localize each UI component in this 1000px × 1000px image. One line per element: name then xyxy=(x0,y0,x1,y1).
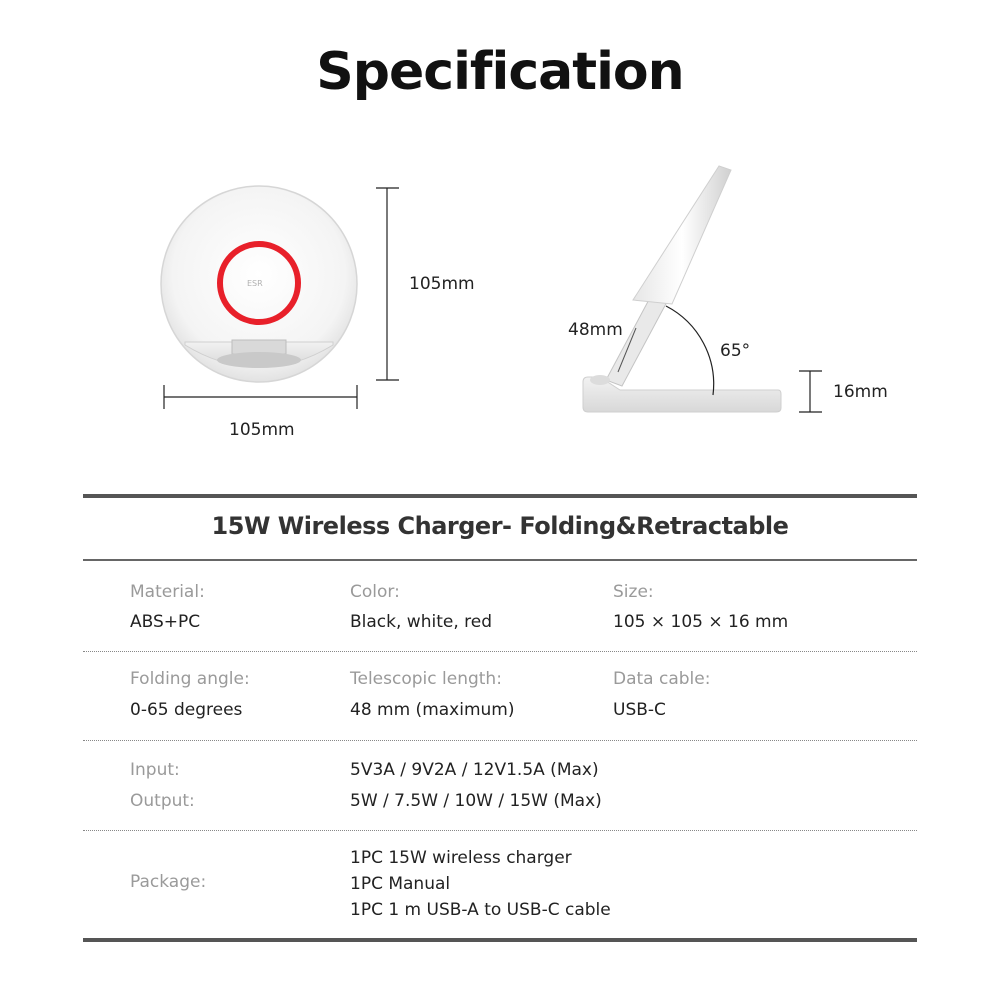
size-value: 105 × 105 × 16 mm xyxy=(613,612,789,632)
angle-arc xyxy=(666,306,714,395)
color-value: Black, white, red xyxy=(350,612,493,632)
charger-arm xyxy=(606,294,668,386)
charger-side-view xyxy=(583,166,781,412)
folding-angle-value: 0-65 degrees xyxy=(130,700,243,720)
height-dimension-line xyxy=(376,188,399,380)
data-cable-label: Data cable: xyxy=(613,669,711,689)
material-value: ABS+PC xyxy=(130,612,201,632)
material-label: Material: xyxy=(130,582,205,602)
package-item: 1PC 15W wireless charger xyxy=(350,848,572,868)
base-height-dimension-line xyxy=(799,371,822,412)
package-label: Package: xyxy=(130,872,207,892)
charger-slot xyxy=(232,340,286,354)
size-label: Size: xyxy=(613,582,654,602)
angle-label: 65° xyxy=(720,341,751,361)
row-divider xyxy=(83,651,917,652)
package-item: 1PC Manual xyxy=(350,874,451,894)
output-label: Output: xyxy=(130,791,195,811)
front-width-label: 105mm xyxy=(229,420,295,440)
table-top-rule xyxy=(83,494,917,498)
width-dimension-line xyxy=(164,385,357,409)
color-label: Color: xyxy=(350,582,400,602)
front-height-label: 105mm xyxy=(409,274,475,294)
page-title: Specification xyxy=(316,42,684,102)
table-bottom-rule xyxy=(83,938,917,942)
input-label: Input: xyxy=(130,760,180,780)
table-title-rule xyxy=(83,559,917,561)
extension-length-label: 48mm xyxy=(568,320,623,340)
table-title: 15W Wireless Charger- Folding&Retractable xyxy=(211,512,789,540)
folding-angle-label: Folding angle: xyxy=(130,669,250,689)
charger-logo: ESR xyxy=(247,279,263,288)
data-cable-value: USB-C xyxy=(613,700,666,720)
base-height-label: 16mm xyxy=(833,382,888,402)
package-item: 1PC 1 m USB-A to USB-C cable xyxy=(350,900,611,920)
charger-front-view xyxy=(161,186,357,382)
telescopic-length-label: Telescopic length: xyxy=(350,669,502,689)
output-value: 5W / 7.5W / 10W / 15W (Max) xyxy=(350,791,602,811)
row-divider xyxy=(83,830,917,831)
charger-plate xyxy=(633,166,731,304)
telescopic-length-value: 48 mm (maximum) xyxy=(350,700,515,720)
input-value: 5V3A / 9V2A / 12V1.5A (Max) xyxy=(350,760,599,780)
row-divider xyxy=(83,740,917,741)
